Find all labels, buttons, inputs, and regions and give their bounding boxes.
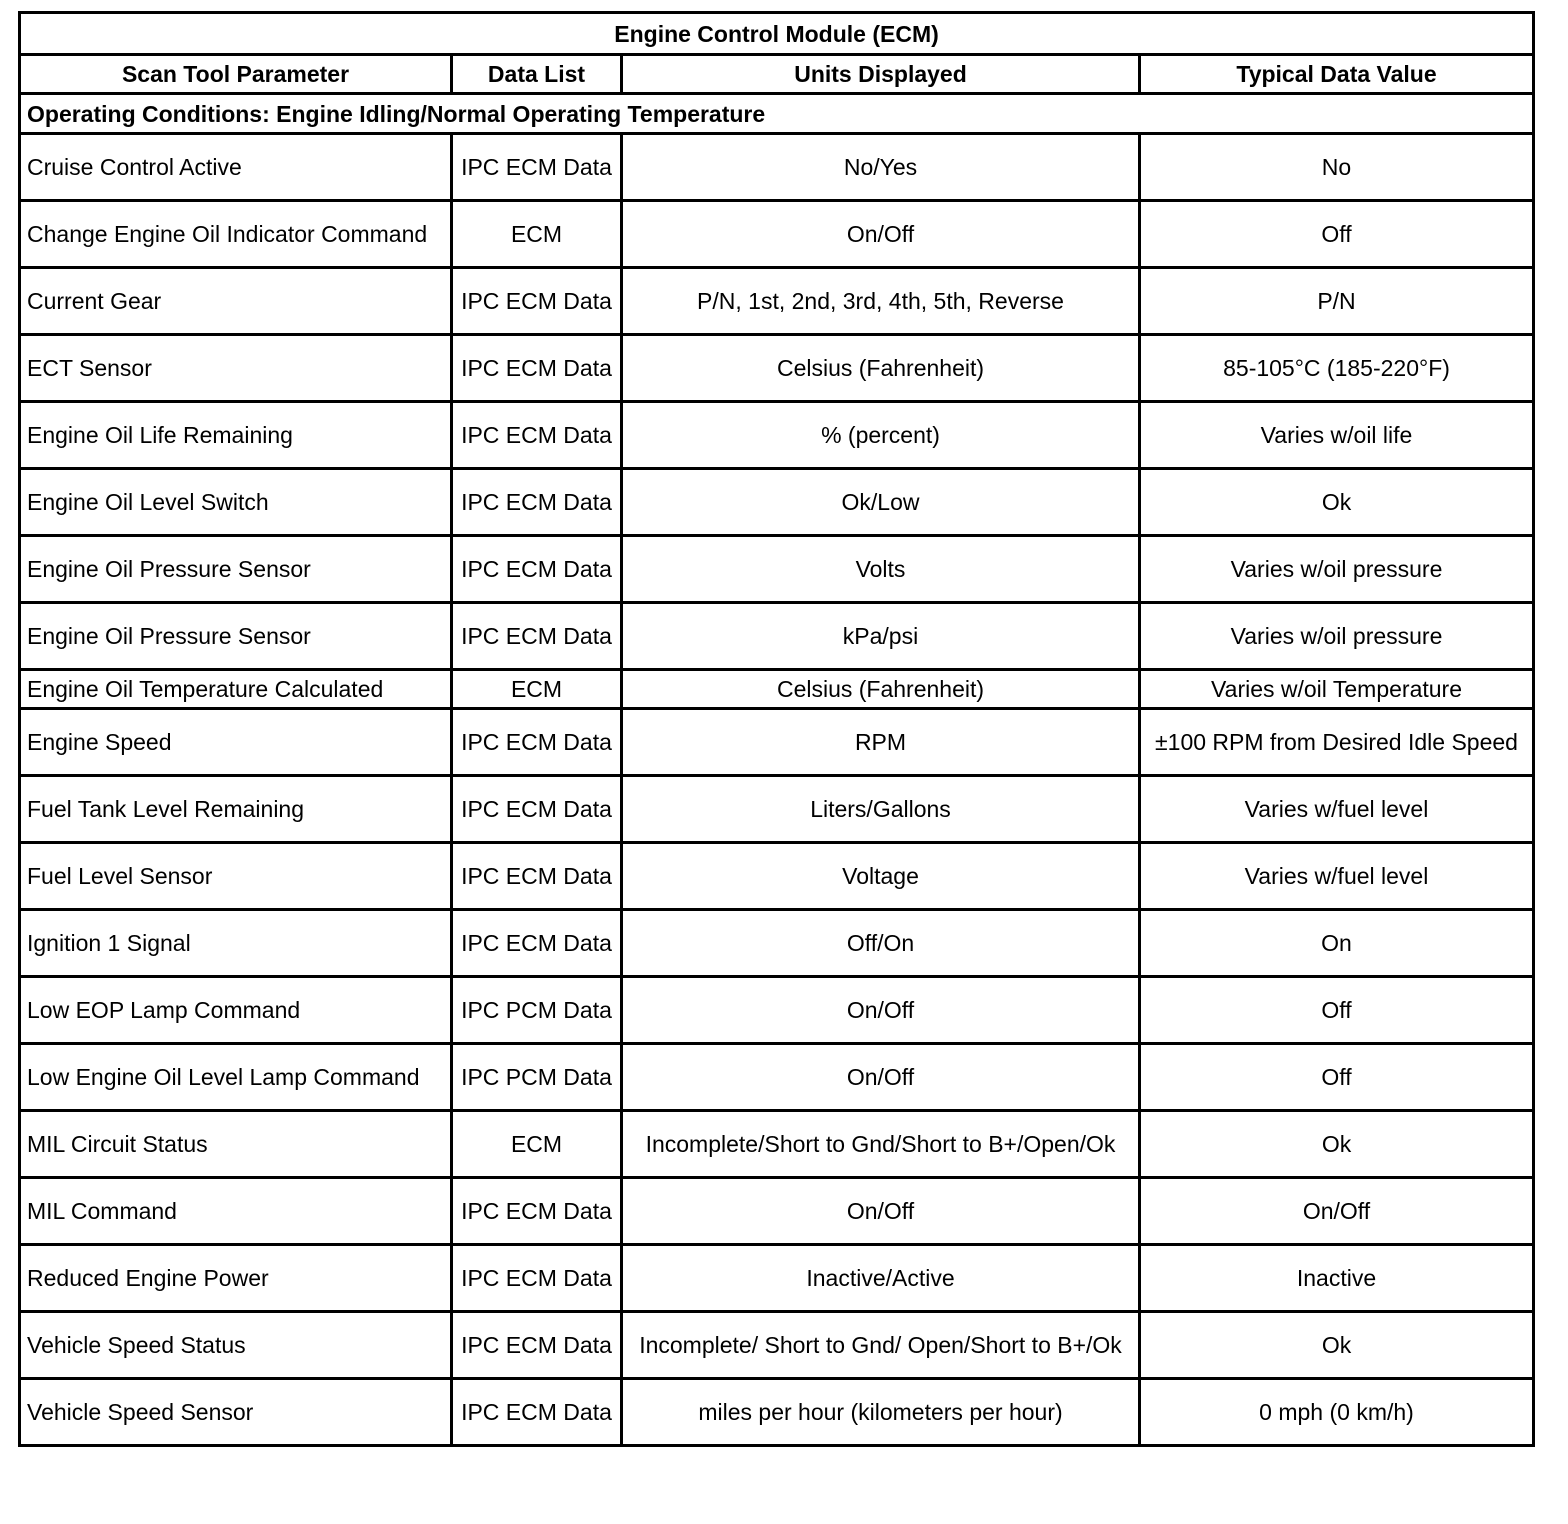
data-list-cell: IPC ECM Data — [452, 1312, 622, 1379]
scan-tool-parameter-cell: Current Gear — [20, 268, 452, 335]
table-row — [20, 335, 1534, 402]
column-header: Data List — [452, 55, 622, 94]
table-row — [20, 536, 1534, 603]
table-row — [20, 670, 1534, 709]
data-list-cell: IPC PCM Data — [452, 977, 622, 1044]
data-list-cell: ECM — [452, 201, 622, 268]
units-displayed-cell: Celsius (Fahrenheit) — [622, 335, 1140, 402]
units-displayed-cell: Volts — [622, 536, 1140, 603]
typical-data-value-cell: Ok — [1140, 469, 1534, 536]
typical-data-value-cell: Off — [1140, 1044, 1534, 1111]
scan-tool-parameter-cell: Low EOP Lamp Command — [20, 977, 452, 1044]
scan-tool-parameter-cell: Fuel Tank Level Remaining — [20, 776, 452, 843]
column-header: Scan Tool Parameter — [20, 55, 452, 94]
table-row — [20, 977, 1534, 1044]
title-row — [20, 13, 1534, 55]
data-list-cell: IPC ECM Data — [452, 402, 622, 469]
scan-tool-parameter-cell: MIL Circuit Status — [20, 1111, 452, 1178]
scan-tool-parameter-cell: Engine Speed — [20, 709, 452, 776]
table-row — [20, 1111, 1534, 1178]
table-row — [20, 469, 1534, 536]
units-displayed-cell: On/Off — [622, 977, 1140, 1044]
scan-tool-parameter-cell: Vehicle Speed Status — [20, 1312, 452, 1379]
table-row — [20, 201, 1534, 268]
typical-data-value-cell: No — [1140, 134, 1534, 201]
data-list-cell: IPC PCM Data — [452, 1044, 622, 1111]
typical-data-value-cell: 0 mph (0 km/h) — [1140, 1379, 1534, 1446]
units-displayed-cell: Voltage — [622, 843, 1140, 910]
data-list-cell: IPC ECM Data — [452, 1379, 622, 1446]
scan-tool-parameter-cell: Vehicle Speed Sensor — [20, 1379, 452, 1446]
typical-data-value-cell: Varies w/fuel level — [1140, 843, 1534, 910]
units-displayed-cell: Inactive/Active — [622, 1245, 1140, 1312]
table-row — [20, 134, 1534, 201]
data-list-cell: IPC ECM Data — [452, 268, 622, 335]
ecm-data-table — [18, 11, 1535, 1447]
units-displayed-cell: Off/On — [622, 910, 1140, 977]
units-displayed-cell: kPa/psi — [622, 603, 1140, 670]
typical-data-value-cell: On/Off — [1140, 1178, 1534, 1245]
typical-data-value-cell: Varies w/oil pressure — [1140, 603, 1534, 670]
data-list-cell: ECM — [452, 670, 622, 709]
units-displayed-cell: P/N, 1st, 2nd, 3rd, 4th, 5th, Reverse — [622, 268, 1140, 335]
units-displayed-cell: On/Off — [622, 1044, 1140, 1111]
typical-data-value-cell: Ok — [1140, 1312, 1534, 1379]
table-row — [20, 1379, 1534, 1446]
data-list-cell: IPC ECM Data — [452, 843, 622, 910]
units-displayed-cell: On/Off — [622, 1178, 1140, 1245]
data-list-cell: IPC ECM Data — [452, 134, 622, 201]
table-row — [20, 402, 1534, 469]
typical-data-value-cell: Varies w/oil pressure — [1140, 536, 1534, 603]
data-list-cell: IPC ECM Data — [452, 1178, 622, 1245]
typical-data-value-cell: Off — [1140, 201, 1534, 268]
typical-data-value-cell: On — [1140, 910, 1534, 977]
table-row — [20, 1312, 1534, 1379]
data-list-cell: IPC ECM Data — [452, 536, 622, 603]
units-displayed-cell: No/Yes — [622, 134, 1140, 201]
typical-data-value-cell: Varies w/oil Temperature — [1140, 670, 1534, 709]
scan-tool-parameter-cell: Fuel Level Sensor — [20, 843, 452, 910]
scan-tool-parameter-cell: Engine Oil Level Switch — [20, 469, 452, 536]
data-list-cell: IPC ECM Data — [452, 469, 622, 536]
operating-conditions: Operating Conditions: Engine Idling/Normal Operating Temperature — [20, 94, 1534, 134]
data-list-cell: IPC ECM Data — [452, 709, 622, 776]
data-list-cell: IPC ECM Data — [452, 1245, 622, 1312]
table-row — [20, 1245, 1534, 1312]
typical-data-value-cell: Off — [1140, 977, 1534, 1044]
units-displayed-cell: Liters/Gallons — [622, 776, 1140, 843]
scan-tool-parameter-cell: MIL Command — [20, 1178, 452, 1245]
scan-tool-parameter-cell: Engine Oil Life Remaining — [20, 402, 452, 469]
units-displayed-cell: % (percent) — [622, 402, 1140, 469]
table-title: Engine Control Module (ECM) — [20, 13, 1534, 55]
scan-tool-parameter-cell: Engine Oil Pressure Sensor — [20, 536, 452, 603]
table-row — [20, 709, 1534, 776]
data-list-cell: IPC ECM Data — [452, 776, 622, 843]
column-header: Units Displayed — [622, 55, 1140, 94]
data-list-cell: IPC ECM Data — [452, 603, 622, 670]
table-row — [20, 1044, 1534, 1111]
table-row — [20, 776, 1534, 843]
scan-tool-parameter-cell: Reduced Engine Power — [20, 1245, 452, 1312]
data-list-cell: ECM — [452, 1111, 622, 1178]
typical-data-value-cell: 85-105°C (185-220°F) — [1140, 335, 1534, 402]
typical-data-value-cell: P/N — [1140, 268, 1534, 335]
table-row — [20, 603, 1534, 670]
units-displayed-cell: Incomplete/Short to Gnd/Short to B+/Open/Ok — [622, 1111, 1140, 1178]
typical-data-value-cell: Varies w/fuel level — [1140, 776, 1534, 843]
table-row — [20, 268, 1534, 335]
header-row — [20, 55, 1534, 94]
scan-tool-parameter-cell: Cruise Control Active — [20, 134, 452, 201]
units-displayed-cell: miles per hour (kilometers per hour) — [622, 1379, 1140, 1446]
scan-tool-parameter-cell: Low Engine Oil Level Lamp Command — [20, 1044, 452, 1111]
table-row — [20, 910, 1534, 977]
units-displayed-cell: Ok/Low — [622, 469, 1140, 536]
data-list-cell: IPC ECM Data — [452, 335, 622, 402]
typical-data-value-cell: Ok — [1140, 1111, 1534, 1178]
typical-data-value-cell: Varies w/oil life — [1140, 402, 1534, 469]
scan-tool-parameter-cell: ECT Sensor — [20, 335, 452, 402]
scan-tool-parameter-cell: Change Engine Oil Indicator Command — [20, 201, 452, 268]
units-displayed-cell: On/Off — [622, 201, 1140, 268]
table-row — [20, 843, 1534, 910]
column-header: Typical Data Value — [1140, 55, 1534, 94]
scan-tool-parameter-cell: Engine Oil Pressure Sensor — [20, 603, 452, 670]
typical-data-value-cell: Inactive — [1140, 1245, 1534, 1312]
units-displayed-cell: Celsius (Fahrenheit) — [622, 670, 1140, 709]
units-displayed-cell: RPM — [622, 709, 1140, 776]
scan-tool-parameter-cell: Engine Oil Temperature Calculated — [20, 670, 452, 709]
data-list-cell: IPC ECM Data — [452, 910, 622, 977]
typical-data-value-cell: ±100 RPM from Desired Idle Speed — [1140, 709, 1534, 776]
table-row — [20, 1178, 1534, 1245]
operating-conditions-row — [20, 94, 1534, 134]
units-displayed-cell: Incomplete/ Short to Gnd/ Open/Short to B+/Ok — [622, 1312, 1140, 1379]
scan-tool-parameter-cell: Ignition 1 Signal — [20, 910, 452, 977]
